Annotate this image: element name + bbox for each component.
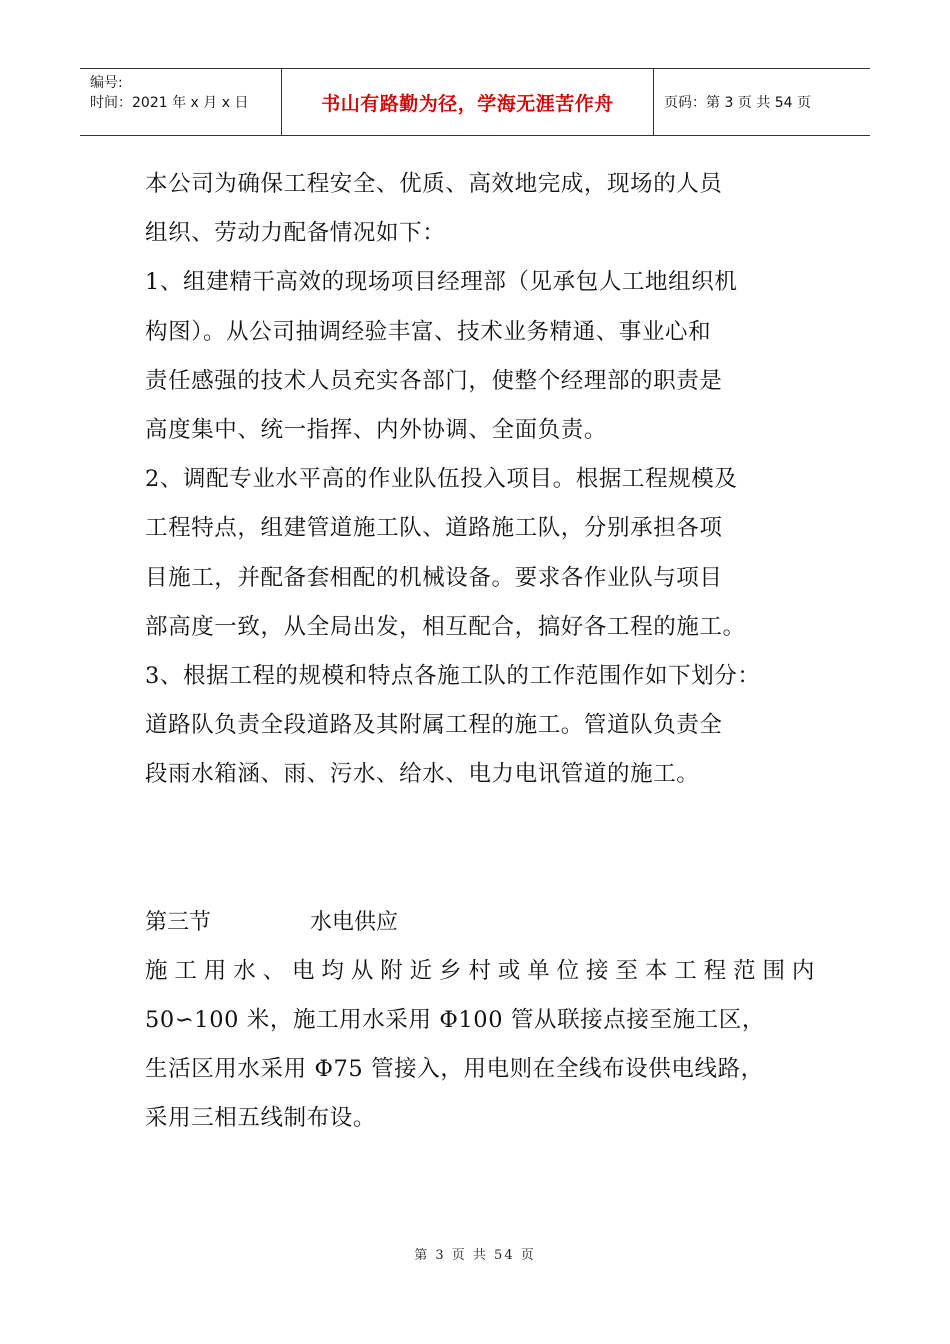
body-line: 本公司为确保工程安全、优质、高效地完成，现场的人员: [145, 171, 723, 197]
section-line: 50∽100 米，施工用水采用 Φ100 管从联接点接至施工区，: [145, 1006, 765, 1033]
section-line: 施工用水、电均从附近乡村或单位接至本工程范围内: [145, 957, 815, 984]
document-body: [145, 160, 815, 1143]
body-line: 部高度一致，从全局出发，相互配合，搞好各工程的施工。: [145, 613, 746, 640]
body-line: 高度集中、统一指挥、内外协调、全面负责。: [145, 417, 608, 444]
body-line: 段雨水箱涵、雨、污水、给水、电力电讯管道的施工。: [145, 761, 700, 788]
body-line: 目施工，并配备套相配的机械设备。要求各作业队与项目: [145, 564, 723, 591]
body-line: 2、调配专业水平高的作业队伍投入项目。根据工程规模及: [145, 466, 738, 493]
page-header: [80, 68, 870, 136]
header-motto: 书山有路勤为径，学海无涯苦作舟: [282, 69, 654, 135]
document-number-label: 编号:: [90, 75, 123, 91]
header-page-info: 页码：第 3 页 共 54 页: [664, 95, 811, 111]
section-line: 生活区用水采用 Φ75 管接入，用电则在全线布设供电线路，: [145, 1056, 764, 1083]
body-line: 责任感强的技术人员充实各部门，使整个经理部的职责是: [145, 367, 723, 394]
header-meta: [80, 69, 282, 135]
body-line: 组织、劳动力配备情况如下：: [145, 220, 446, 247]
section-line: 采用三相五线制布设。: [145, 1105, 377, 1132]
body-line: 工程特点，组建管道施工队、道路施工队，分别承担各项: [145, 515, 723, 542]
body-line: 3、根据工程的规模和特点各施工队的工作范围作如下划分：: [145, 663, 761, 690]
body-line: 道路队负责全段道路及其附属工程的施工。管道队负责全: [145, 712, 723, 739]
body-line: 1、组建精干高效的现场项目经理部（见承包人工地组织机: [145, 269, 738, 296]
section-title: 水电供应: [310, 909, 399, 935]
document-date: 时间：2021 年 x 月 x 日: [90, 95, 249, 111]
page-footer: 第 3 页 共 54 页: [414, 1248, 536, 1263]
section-heading: [145, 898, 815, 947]
body-line: 构图）。从公司抽调经验丰富、技术业务精通、事业心和: [145, 318, 712, 345]
section-spacer: [145, 800, 815, 898]
section-number: 第三节: [145, 909, 212, 935]
